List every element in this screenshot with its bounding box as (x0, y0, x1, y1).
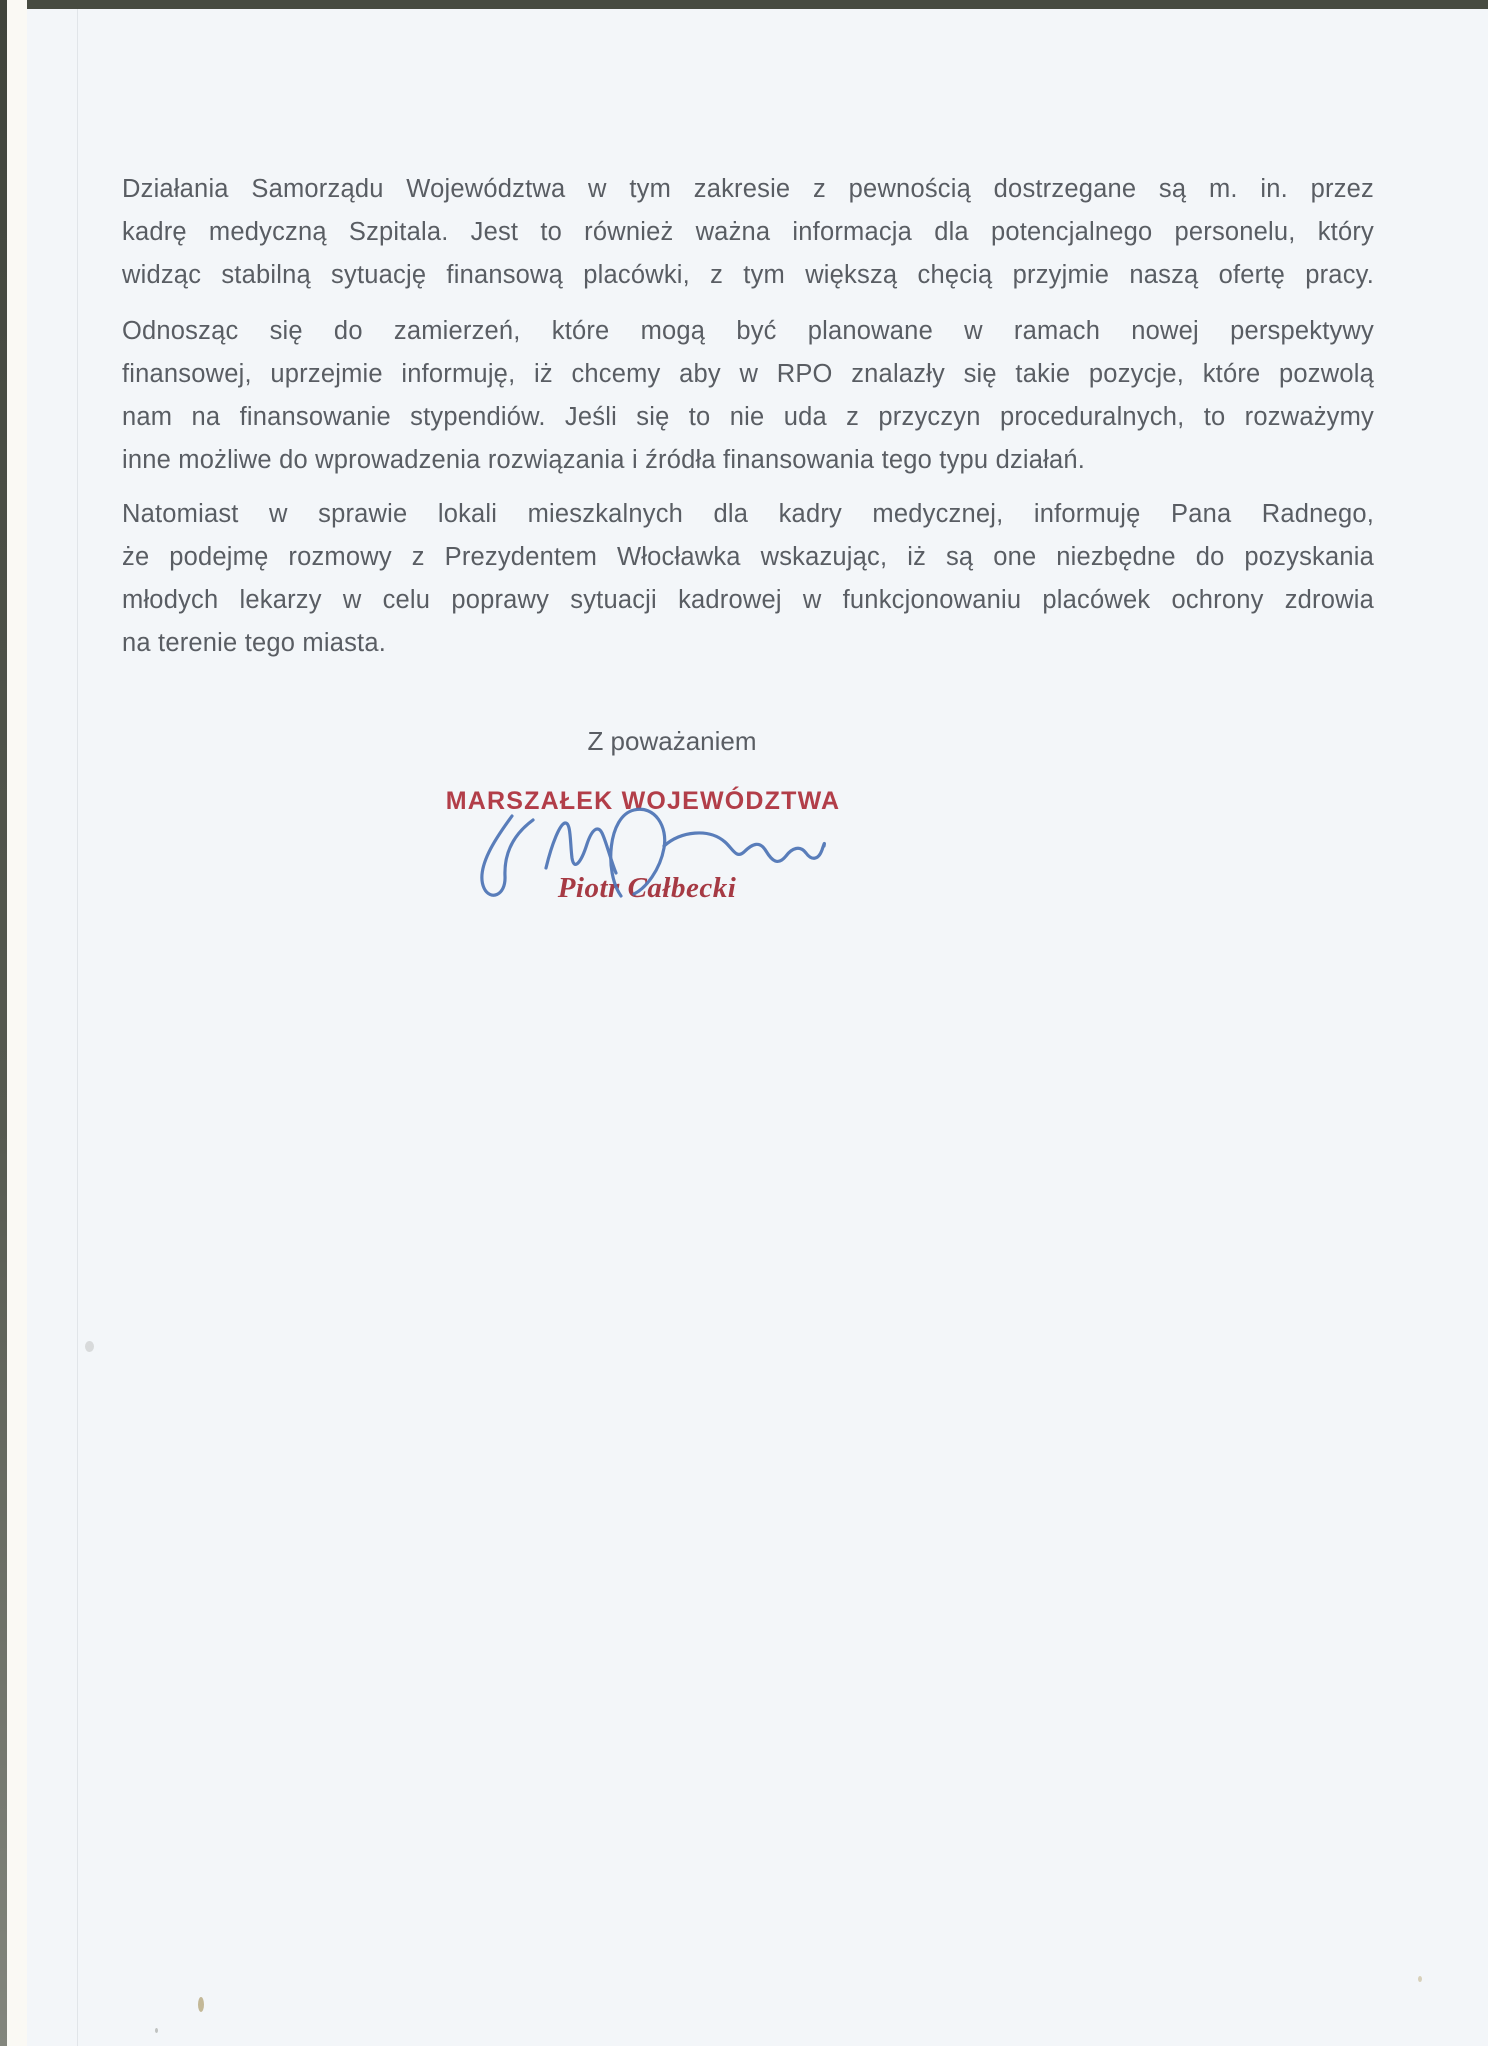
letter-line: że podejmę rozmowy z Prezydentem Włocławka wskazując, iż są one niezbędne do pozyskania (122, 543, 1374, 571)
letter-line: Odnosząc się do zamierzeń, które mogą być planowane w ramach nowej perspektywy (122, 317, 1374, 345)
scan-speck (155, 2028, 158, 2033)
letter-line: nam na finansowanie stypendiów. Jeśli się to nie uda z przyczyn proceduralnych, to rozważymy (122, 403, 1374, 431)
closing-phrase: Z poważaniem (587, 726, 757, 756)
letter-line: Działania Samorządu Województwa w tym zakresie z pewnością dostrzegane są m. in. przez (122, 175, 1374, 203)
letter-line: finansowej, uprzejmie informuję, iż chcemy aby w RPO znalazły się takie pozycje, które pozwolą (122, 360, 1374, 388)
paragraph-1 (122, 168, 1374, 297)
letter-line: młodych lekarzy w celu poprawy sytuacji kadrowej w funkcjonowaniu placówek ochrony zdrowia (122, 586, 1374, 614)
letter-line: inne możliwe do wprowadzenia rozwiązania i źródła finansowania tego typu działań. (122, 446, 1086, 474)
scan-speck (85, 1341, 94, 1352)
letter-line: Natomiast w sprawie lokali mieszkalnych dla kadry medycznej, informuję Pana Radnego, (122, 500, 1374, 528)
signer-name: Piotr Całbecki (557, 872, 737, 904)
letter-line: na terenie tego miasta. (122, 629, 387, 657)
letter-line: widząc stabilną sytuację finansową placówki, z tym większą chęcią przyjmie naszą ofertę pracy. (122, 261, 1374, 289)
paragraph-3 (122, 493, 1374, 665)
paper-gutter (7, 0, 27, 2046)
scan-speck (198, 1997, 204, 2012)
signature-ink-icon (458, 800, 830, 910)
paragraph-2 (122, 310, 1374, 482)
paper-edge-shadow (77, 9, 78, 2046)
letter-line: kadrę medyczną Szpitala. Jest to również ważna informacja dla potencjalnego personelu, który (122, 218, 1374, 246)
marshal-stamp-title: MARSZAŁEK WOJEWÓDZTWA (445, 787, 841, 815)
scan-speck (1418, 1976, 1422, 1982)
scan-left-edge (0, 0, 7, 2046)
scan-top-edge (0, 0, 1488, 9)
